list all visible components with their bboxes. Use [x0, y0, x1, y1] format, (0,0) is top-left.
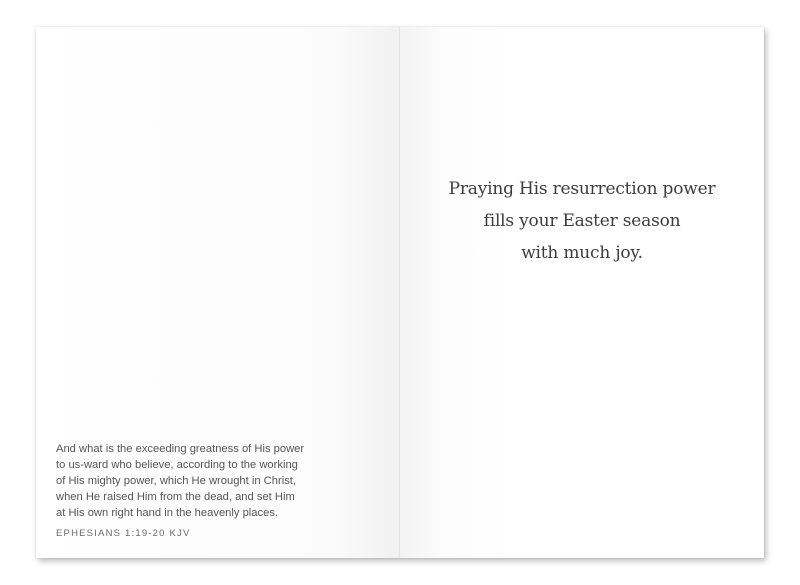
greeting-line: fills your Easter season	[483, 211, 681, 231]
greeting-line: Praying His resurrection power	[448, 179, 716, 199]
verse-line: to us-ward who believe, according to the working	[56, 459, 298, 471]
greeting-message	[400, 173, 764, 269]
right-panel	[400, 27, 764, 558]
verse-reference: EPHESIANS 1:19-20 KJV	[56, 528, 191, 539]
card-fold	[399, 27, 400, 558]
verse-line: And what is the exceeding greatness of His power	[56, 443, 305, 455]
greeting-card-inside	[36, 27, 764, 558]
scripture-verse	[56, 441, 356, 521]
verse-line: of His mighty power, which He wrought in Christ,	[56, 475, 297, 487]
greeting-line: with much joy.	[521, 243, 643, 263]
verse-line: when He raised Him from the dead, and set Him	[56, 491, 295, 503]
left-panel	[36, 27, 400, 558]
verse-line: at His own right hand in the heavenly places.	[56, 507, 279, 519]
